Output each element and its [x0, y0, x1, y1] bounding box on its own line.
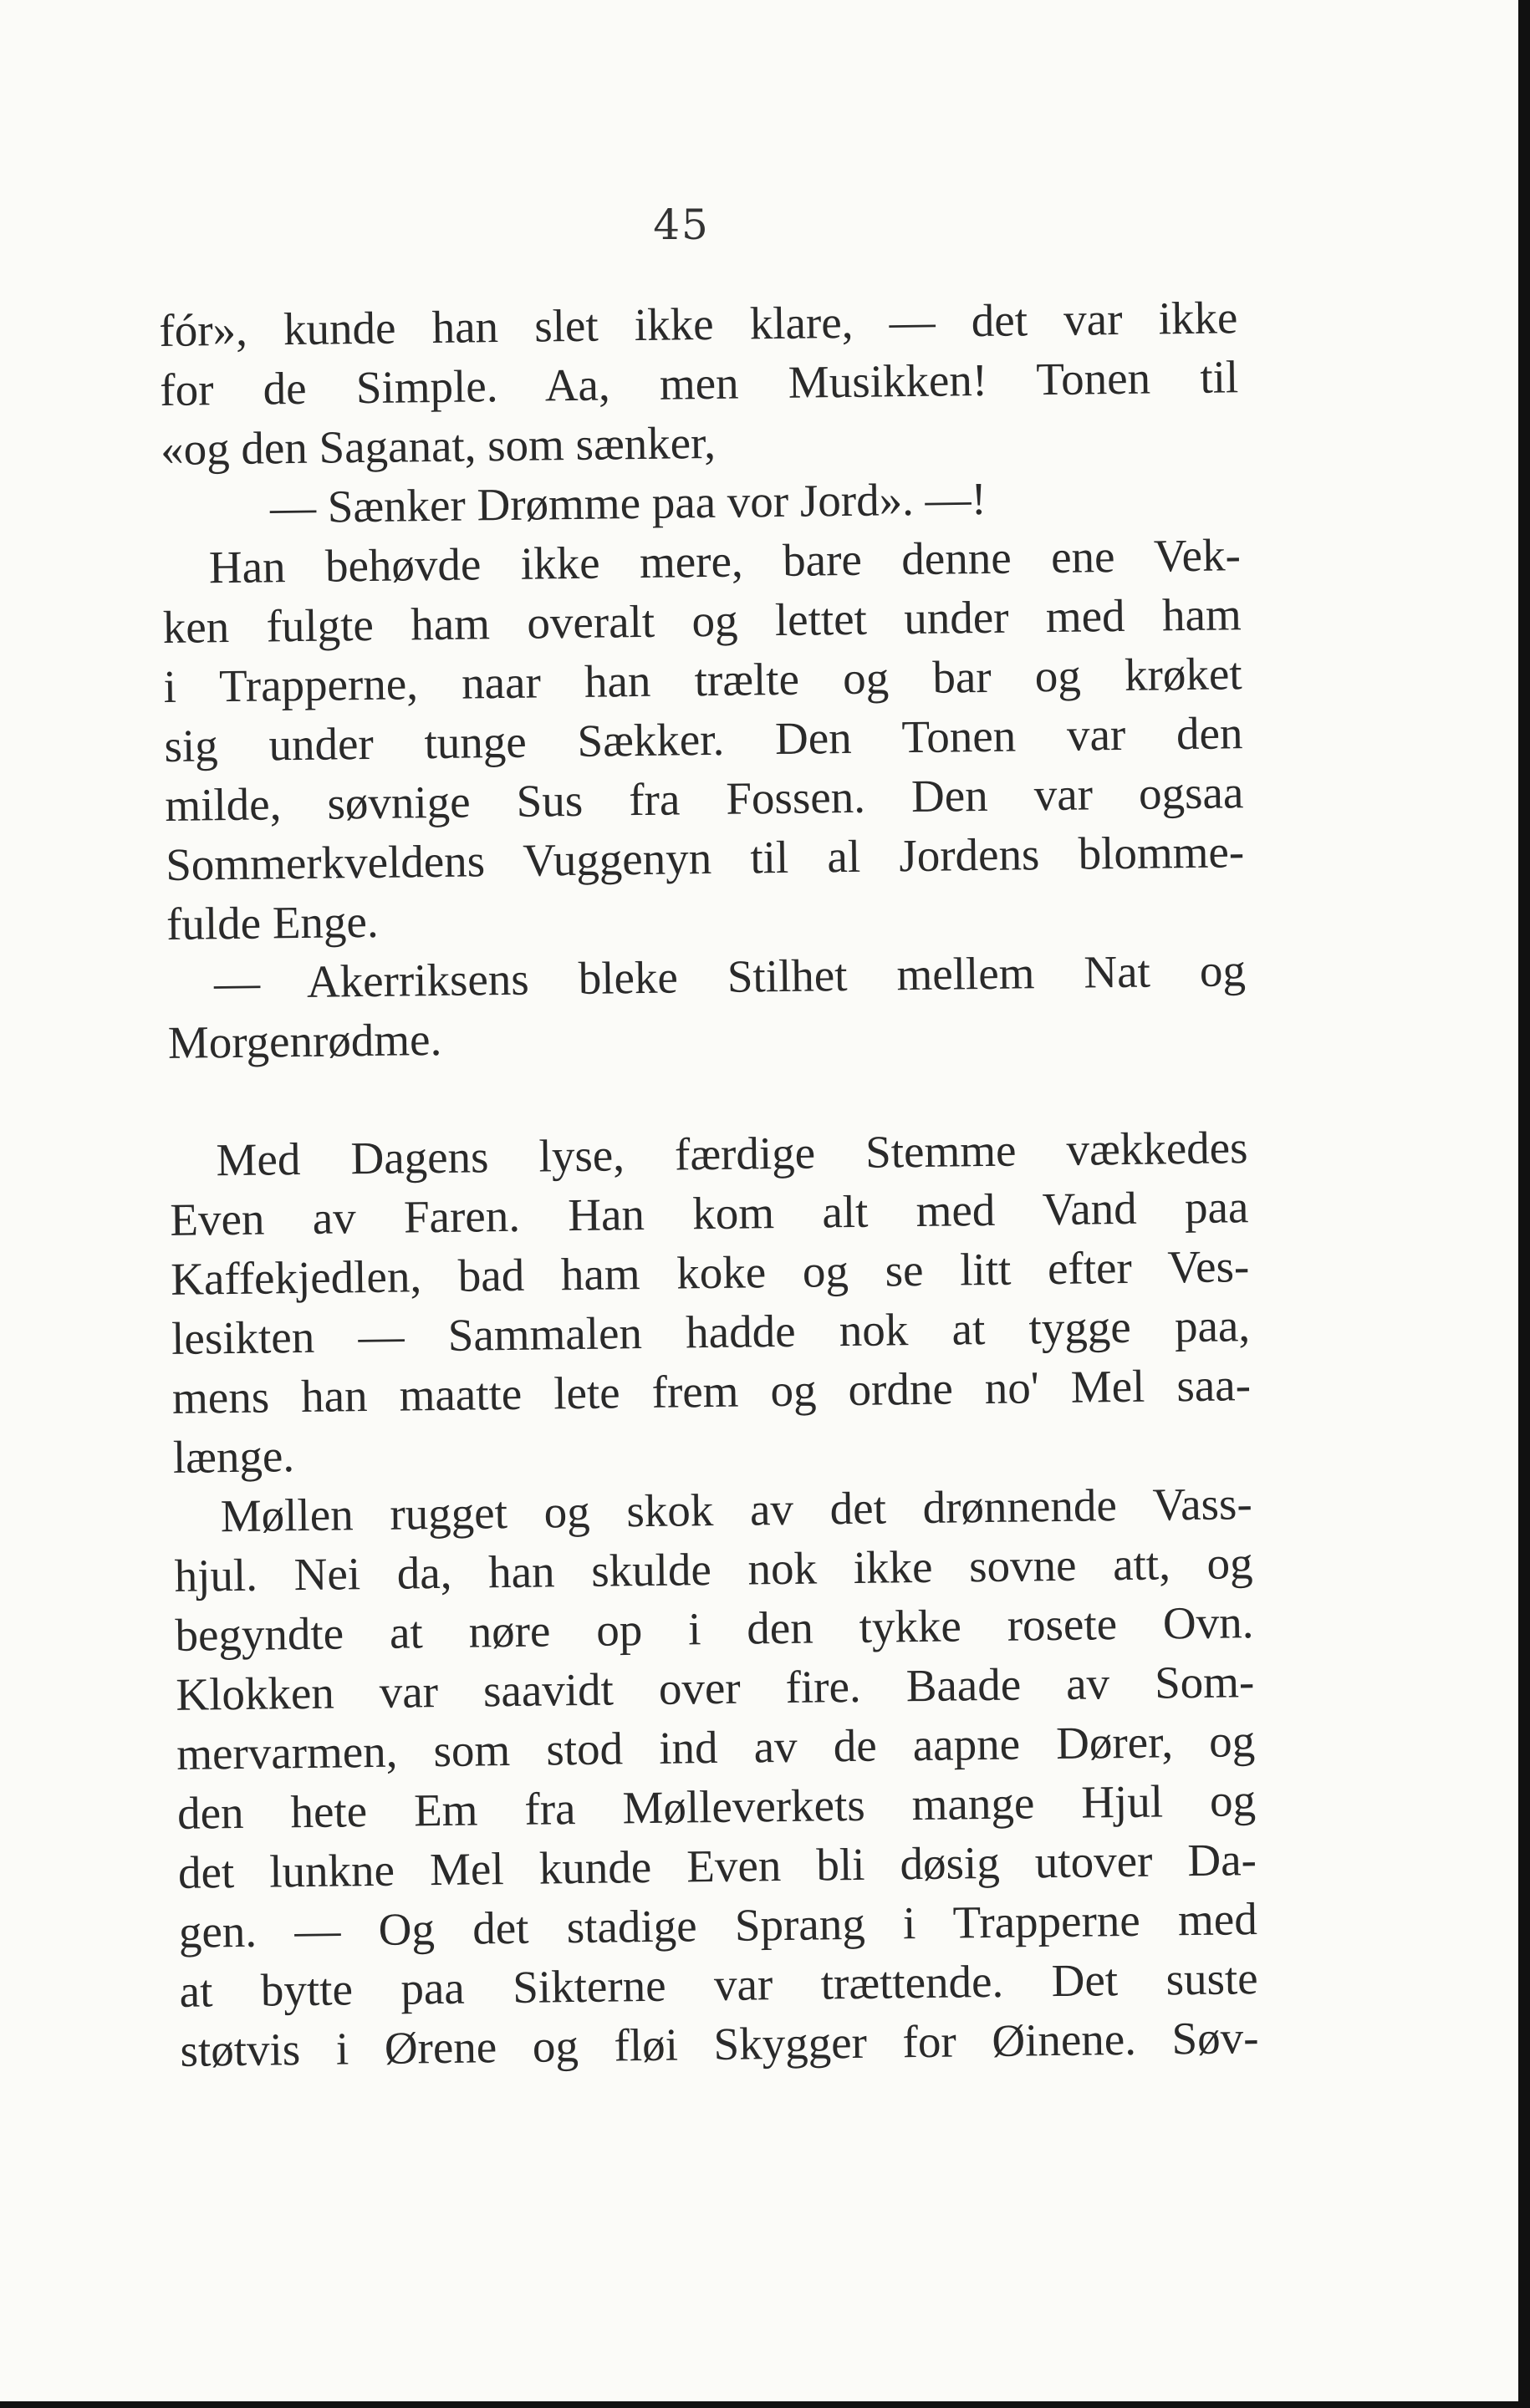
text-line: mervarmen, som stod ind av de aapne Dører, og — [176, 1715, 1256, 1779]
text-line: begyndte at nøre op i den tykke rosete Ovn. — [175, 1596, 1254, 1661]
text-line: ken fulgte ham overalt og lettet under med ham — [162, 588, 1242, 653]
text-line: sig under tunge Sækker. Den Tonen var den — [164, 707, 1243, 771]
text-line: Klokken var saavidt over fire. Baade av Som- — [175, 1656, 1255, 1720]
text-line: Even av Faren. Han kom alt med Vand paa — [170, 1181, 1249, 1245]
text-line: Sommerkveldens Vuggenyn til al Jordens blomme- — [165, 826, 1245, 890]
text-line: at bytte paa Sikterne var trættende. Det suste — [179, 1952, 1258, 2017]
page-number: 45 — [653, 201, 710, 249]
text-line: Møllen rugget og skok av det drønnende Vass- — [220, 1478, 1253, 1542]
text-line: Morgenrødme. — [167, 1013, 442, 1068]
text-line: for de Simple. Aa, men Musikken! Tonen til — [159, 351, 1239, 415]
text-line: fulde Enge. — [166, 895, 379, 949]
text-line: «og den Saganat, som sænker, — [160, 416, 717, 475]
text-line: lesikten — Sammalen hadde nok at tygge paa, — [171, 1300, 1251, 1364]
text-line: fór», kunde han slet ikke klare, — det var ikke — [159, 292, 1238, 356]
text-line: den hete Em fra Mølleverkets mange Hjul og — [176, 1774, 1257, 1839]
text-line: Kaffekjedlen, bad ham koke og se litt efter Ves- — [170, 1240, 1250, 1305]
text-line: mens han maatte lete frem og ordne no' Mel saa- — [171, 1359, 1252, 1423]
text-line: Med Dagens lyse, færdige Stemme vækkedes — [216, 1122, 1248, 1186]
verse-line: — Sænker Drømme paa vor Jord». —! — [269, 472, 987, 533]
text-line: hjul. Nei da, han skulde nok ikke sovne att, og — [174, 1537, 1253, 1601]
text-line: gen. — Og det stadige Sprang i Trapperne med — [178, 1893, 1258, 1957]
text-line: — Akerriksens bleke Stilhet mellem Nat og — [213, 944, 1247, 1009]
text-line: det lunkne Mel kunde Even bli døsig utover Da- — [177, 1834, 1257, 1898]
text-line: støtvis i Ørene og fløi Skygger for Øinene. Søv- — [180, 2012, 1259, 2076]
body-text — [159, 288, 1259, 2080]
text-line: længe. — [172, 1430, 295, 1483]
text-line: milde, søvnige Sus fra Fossen. Den var ogsaa — [165, 766, 1244, 831]
text-line: i Trapperne, naar han trælte og bar og krøket — [163, 648, 1242, 712]
text-line: Han behøvde ikke mere, bare denne ene Vek- — [208, 529, 1242, 593]
